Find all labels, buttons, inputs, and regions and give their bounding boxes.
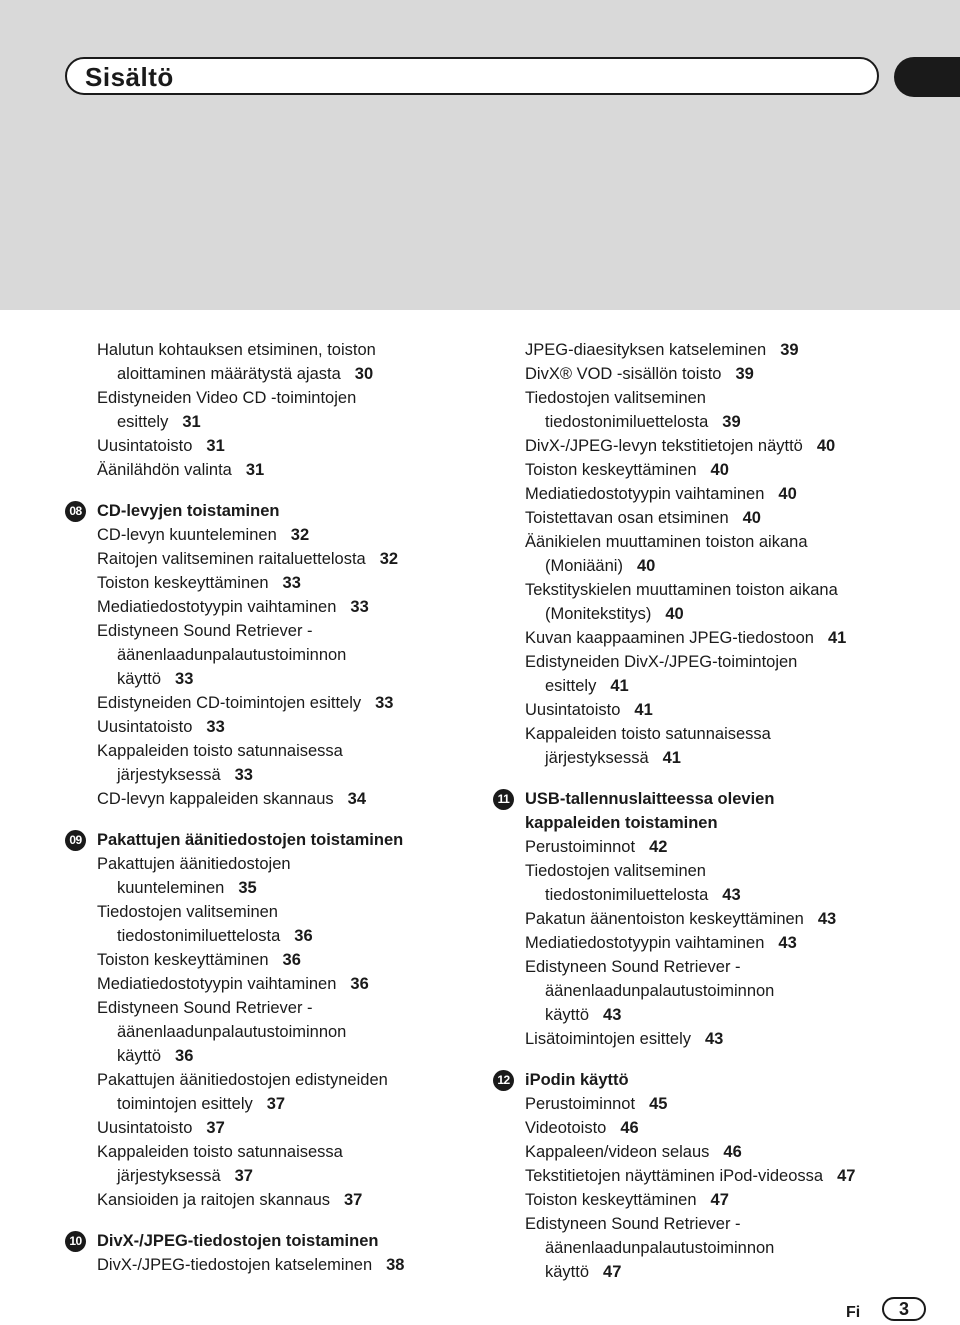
toc-entry-line [97, 434, 497, 458]
toc-entry-text: Videotoisto [525, 1119, 607, 1137]
toc-page-number: 31 [182, 413, 201, 431]
toc-entry-text: Äänilähdön valinta [97, 461, 232, 479]
toc-entry-text: Mediatiedostotyypin vaihtaminen [525, 485, 765, 503]
toc-page-number: 41 [662, 749, 681, 767]
toc-entry-text: järjestyksessä [117, 1167, 221, 1185]
toc-entry-text: järjestyksessä [545, 749, 649, 767]
toc-entry-text: DivX® VOD -sisällön toisto [525, 365, 722, 383]
toc-entry-line [97, 1044, 497, 1068]
toc-entry-text: äänenlaadunpalautustoiminnon [545, 1239, 775, 1257]
toc-section [69, 828, 497, 1212]
toc-page-number: 33 [234, 766, 253, 784]
toc-page-number: 43 [817, 910, 837, 928]
toc-entry-line [525, 1188, 945, 1212]
toc-page-number: 32 [290, 526, 310, 544]
toc-entry[interactable] [97, 1068, 497, 1116]
chapter-number-badge: 09 [65, 830, 86, 851]
toc-entry-text: Kappaleen/videon selaus [525, 1143, 710, 1161]
toc-entry-line [525, 1236, 945, 1260]
toc-entry[interactable] [97, 1253, 497, 1277]
toc-page-number: 37 [266, 1095, 286, 1113]
toc-entry-line [97, 643, 497, 667]
toc-entry-text: Mediatiedostotyypin vaihtaminen [97, 598, 337, 616]
toc-entry[interactable] [97, 386, 497, 434]
toc-entry[interactable] [525, 338, 945, 362]
toc-entry-line [97, 948, 497, 972]
toc-section [497, 787, 945, 1051]
toc-entry-line [97, 715, 497, 739]
toc-entry[interactable] [525, 698, 945, 722]
toc-entry-text: Uusintatoisto [97, 1119, 193, 1137]
toc-entry-line [97, 739, 497, 763]
toc-entry-line [97, 924, 497, 948]
toc-entry[interactable] [525, 626, 945, 650]
toc-entry-line [97, 1068, 497, 1092]
toc-entry-text: CD-levyn kappaleiden skannaus [97, 790, 334, 808]
toc-entry-text: Edistyneiden DivX-/JPEG-toimintojen [525, 653, 798, 671]
toc-entry[interactable] [97, 972, 497, 996]
toc-page-number: 36 [350, 975, 369, 993]
toc-entry[interactable] [97, 571, 497, 595]
toc-entry-text: tiedostonimiluettelosta [545, 886, 709, 904]
toc-entry[interactable] [97, 434, 497, 458]
chapter-title[interactable]: CD-levyjen toistaminen [97, 502, 280, 520]
toc-entry-text: tiedostonimiluettelosta [117, 927, 281, 945]
toc-page-number: 40 [710, 461, 729, 479]
toc-page-number: 46 [723, 1143, 742, 1161]
toc-entry-text: Toiston keskeyttäminen [97, 574, 269, 592]
toc-entry-line [525, 698, 945, 722]
toc-entry-text: Äänikielen muuttaminen toiston aikana [525, 533, 808, 551]
toc-entry-text: JPEG-diaesityksen katseleminen [525, 341, 767, 359]
chapter-title[interactable]: Pakattujen äänitiedostojen toistaminen [97, 831, 404, 849]
toc-entry-text: Edistyneen Sound Retriever - [525, 958, 741, 976]
toc-entry-text: Lisätoimintojen esittely [525, 1030, 691, 1048]
toc-entry[interactable] [525, 362, 945, 386]
toc-page-number: 45 [649, 1095, 668, 1113]
toc-entry-line [97, 900, 497, 924]
toc-entry-line [525, 835, 945, 859]
toc-entry-text: Edistyneiden CD-toimintojen esittely [97, 694, 362, 712]
toc-entry-line [525, 1260, 945, 1284]
toc-entry-line [525, 602, 945, 626]
toc-entry-text: tiedostonimiluettelosta [545, 413, 709, 431]
toc-page-number: 38 [386, 1256, 405, 1274]
toc-entry[interactable] [525, 434, 945, 458]
toc-page-number: 40 [742, 509, 761, 527]
page-number: 3 [882, 1297, 926, 1321]
toc-entry[interactable] [97, 691, 497, 715]
toc-entry[interactable] [97, 595, 497, 619]
toc-entry-line [97, 1140, 497, 1164]
toc-entry[interactable] [97, 948, 497, 972]
toc-entry-line [525, 883, 945, 907]
toc-entry-text: kuunteleminen [117, 879, 225, 897]
chapter-number-badge: 10 [65, 1231, 86, 1252]
toc-entry[interactable] [97, 996, 497, 1068]
toc-entry[interactable] [525, 907, 945, 931]
toc-section [525, 338, 945, 770]
toc-entry-text: äänenlaadunpalautustoiminnon [117, 1023, 347, 1041]
toc-entry-line [97, 458, 497, 482]
toc-entry-text: Halutun kohtauksen etsiminen, toiston [97, 341, 376, 359]
toc-entry-line [525, 1212, 945, 1236]
toc-entry[interactable] [525, 1092, 945, 1116]
toc-entry-text: äänenlaadunpalautustoiminnon [545, 982, 775, 1000]
toc-entry[interactable] [97, 1188, 497, 1212]
left-column [69, 338, 497, 1277]
toc-entry[interactable] [525, 931, 945, 955]
toc-page-number: 39 [780, 341, 799, 359]
toc-entry[interactable] [525, 1164, 945, 1188]
toc-entry[interactable] [525, 1116, 945, 1140]
toc-entry[interactable] [525, 650, 945, 698]
toc-entry-text: Pakattujen äänitiedostojen edistyneiden [97, 1071, 388, 1089]
toc-page-number: 43 [722, 886, 741, 904]
toc-entry-text: järjestyksessä [117, 766, 221, 784]
toc-entry-text: Edistyneen Sound Retriever - [525, 1215, 741, 1233]
toc-entry-text: (Moniääni) [545, 557, 623, 575]
toc-entry[interactable] [525, 859, 945, 907]
toc-page-number: 40 [816, 437, 836, 455]
toc-entry-line [97, 667, 497, 691]
toc-page-number: 40 [636, 557, 656, 575]
language-label: Fi [846, 1304, 861, 1321]
toc-entry-text: käyttö [117, 1047, 162, 1065]
toc-page-number: 31 [206, 437, 225, 455]
toc-page-number: 35 [238, 879, 257, 897]
toc-entry-line [525, 955, 945, 979]
toc-entry[interactable] [525, 386, 945, 434]
toc-entry-line [525, 530, 945, 554]
toc-entry[interactable] [97, 619, 497, 691]
toc-page-number: 40 [665, 605, 684, 623]
title-pill [65, 57, 879, 95]
toc-entry-text: Kappaleiden toisto satunnaisessa [525, 725, 771, 743]
toc-section [497, 1068, 945, 1284]
toc-entry[interactable] [97, 547, 497, 571]
toc-entry-text: Mediatiedostotyypin vaihtaminen [525, 934, 765, 952]
toc-page-number: 31 [245, 461, 265, 479]
toc-entry-text: Tekstityskielen muuttaminen toiston aikana [525, 581, 838, 599]
toc-entry-line [525, 482, 945, 506]
toc-entry-text: äänenlaadunpalautustoiminnon [117, 646, 347, 664]
toc-entry[interactable] [97, 458, 497, 482]
toc-entry-line [525, 1164, 945, 1188]
toc-entry-line [97, 1020, 497, 1044]
toc-entry-line [525, 722, 945, 746]
toc-page-number: 37 [344, 1191, 363, 1209]
toc-entry[interactable] [97, 787, 497, 811]
toc-page-number: 42 [649, 838, 668, 856]
toc-entry-text: esittely [545, 677, 597, 695]
toc-page-number: 33 [175, 670, 194, 688]
toc-entry-text: käyttö [545, 1263, 590, 1281]
toc-entry-text: Pakatun äänentoiston keskeyttäminen [525, 910, 804, 928]
toc-entry-line [97, 852, 497, 876]
toc-page-number: 33 [350, 598, 369, 616]
toc-entry-text: Tiedostojen valitseminen [525, 862, 706, 880]
toc-entry-text: Tekstitietojen näyttäminen iPod-videossa [525, 1167, 824, 1185]
toc-entry-line [525, 907, 945, 931]
toc-entry[interactable] [525, 722, 945, 770]
toc-page-number: 34 [347, 790, 366, 808]
toc-entry-line [97, 691, 497, 715]
toc-entry[interactable] [525, 458, 945, 482]
toc-entry-line [97, 386, 497, 410]
toc-section [97, 338, 497, 482]
toc-entry-text: Tiedostojen valitseminen [525, 389, 706, 407]
toc-entry-line [525, 410, 945, 434]
toc-page-number: 33 [282, 574, 301, 592]
chapter-number-badge: 08 [65, 501, 86, 522]
toc-page-number: 47 [837, 1167, 856, 1185]
toc-page-number: 40 [778, 485, 797, 503]
toc-entry[interactable] [525, 1027, 945, 1051]
toc-page-number: 47 [710, 1191, 729, 1209]
toc-entry-text: DivX-/JPEG-levyn tekstitietojen näyttö [525, 437, 803, 455]
toc-entry-text: toimintojen esittely [117, 1095, 253, 1113]
toc-page-number: 39 [722, 413, 741, 431]
toc-entry-line [97, 571, 497, 595]
section-tab-marker [894, 57, 960, 97]
toc-section [69, 1229, 497, 1277]
toc-entry-line [97, 763, 497, 787]
toc-entry-line [525, 1140, 945, 1164]
toc-page-number: 43 [778, 934, 797, 952]
toc-entry[interactable] [525, 506, 945, 530]
toc-entry-line [525, 650, 945, 674]
toc-entry-line [97, 1164, 497, 1188]
toc-entry[interactable] [525, 530, 945, 578]
toc-entry-line [97, 362, 497, 386]
toc-entry-text: Raitojen valitseminen raitaluettelosta [97, 550, 366, 568]
toc-entry-text: aloittaminen määrätystä ajasta [117, 365, 341, 383]
toc-page-number: 36 [294, 927, 313, 945]
toc-entry-text: Edistyneen Sound Retriever - [97, 622, 313, 640]
toc-entry-text: Perustoiminnot [525, 838, 636, 856]
toc-page-number: 33 [375, 694, 394, 712]
toc-entry-text: Toiston keskeyttäminen [525, 1191, 697, 1209]
chapter-title[interactable]: DivX-/JPEG-tiedostojen toistaminen [97, 1232, 379, 1250]
toc-entry-line [97, 1253, 497, 1277]
chapter-title-continued[interactable]: kappaleiden toistaminen [525, 814, 718, 832]
toc-entry-text: Kappaleiden toisto satunnaisessa [97, 742, 343, 760]
page-title: Sisältö [85, 62, 174, 92]
toc-entry-text: Kansioiden ja raitojen skannaus [97, 1191, 330, 1209]
toc-entry[interactable] [97, 1140, 497, 1188]
toc-entry-text: Perustoiminnot [525, 1095, 636, 1113]
toc-entry-line [525, 1116, 945, 1140]
toc-entry-line [525, 674, 945, 698]
toc-entry-line [97, 1092, 497, 1116]
toc-page-number: 41 [610, 677, 629, 695]
toc-entry-text: Tiedostojen valitseminen [97, 903, 278, 921]
toc-entry-text: Edistyneen Sound Retriever - [97, 999, 313, 1017]
toc-entry-line [97, 338, 497, 362]
toc-entry[interactable] [97, 900, 497, 948]
toc-page-number: 37 [234, 1167, 253, 1185]
toc-entry-text: Toiston keskeyttäminen [97, 951, 269, 969]
toc-entry-line [525, 386, 945, 410]
toc-entry-line [97, 595, 497, 619]
toc-entry-line [525, 979, 945, 1003]
toc-entry-text: Kappaleiden toisto satunnaisessa [97, 1143, 343, 1161]
chapter-number-badge: 11 [493, 789, 514, 810]
toc-entry-line [97, 410, 497, 434]
toc-entry-line [525, 338, 945, 362]
toc-entry-line [97, 1188, 497, 1212]
toc-entry-line [525, 746, 945, 770]
toc-page-number: 37 [206, 1119, 225, 1137]
toc-entry-line [97, 996, 497, 1020]
toc-entry-line [97, 619, 497, 643]
toc-entry-text: Uusintatoisto [97, 718, 193, 736]
toc-entry-line [525, 626, 945, 650]
toc-entry-line [97, 523, 497, 547]
toc-page-number: 33 [206, 718, 225, 736]
toc-page-number: 36 [282, 951, 301, 969]
toc-entry-text: Uusintatoisto [525, 701, 621, 719]
toc-entry[interactable] [97, 523, 497, 547]
toc-entry-line [525, 1027, 945, 1051]
toc-entry-line [525, 1003, 945, 1027]
toc-entry-text: DivX-/JPEG-tiedostojen katseleminen [97, 1256, 373, 1274]
toc-entry-text: esittely [117, 413, 169, 431]
toc-entry-text: Toiston keskeyttäminen [525, 461, 697, 479]
toc-page-number: 30 [354, 365, 374, 383]
chapter-number-badge: 12 [493, 1070, 514, 1091]
toc-entry-line [97, 1116, 497, 1140]
toc-entry[interactable] [97, 1116, 497, 1140]
toc-entry-line [525, 362, 945, 386]
toc-entry[interactable] [97, 739, 497, 787]
toc-entry-text: käyttö [545, 1006, 590, 1024]
toc-page-number: 43 [603, 1006, 622, 1024]
toc-page-number: 47 [603, 1263, 622, 1281]
toc-page-number: 32 [379, 550, 399, 568]
toc-entry-line [525, 578, 945, 602]
toc-entry-text: (Monitekstitys) [545, 605, 652, 623]
toc-entry[interactable] [525, 482, 945, 506]
toc-entry[interactable] [97, 715, 497, 739]
toc-entry-line [525, 554, 945, 578]
toc-entry-line [97, 972, 497, 996]
toc-page-number: 36 [175, 1047, 194, 1065]
toc-entry[interactable] [525, 1188, 945, 1212]
toc-entry-line [525, 1092, 945, 1116]
toc-entry[interactable] [525, 955, 945, 1027]
toc-page-number: 39 [735, 365, 754, 383]
chapter-title[interactable]: USB-tallennuslaitteessa olevien [525, 790, 775, 808]
toc-entry[interactable] [97, 338, 497, 386]
toc-entry-line [525, 458, 945, 482]
toc-entry-text: Toistettavan osan etsiminen [525, 509, 729, 527]
toc-entry-text: Pakattujen äänitiedostojen [97, 855, 291, 873]
toc-page-number: 41 [634, 701, 653, 719]
toc-entry[interactable] [525, 578, 945, 626]
toc-entry-line [525, 931, 945, 955]
toc-section [69, 499, 497, 811]
toc-entry-line [97, 876, 497, 900]
toc-entry-text: Edistyneiden Video CD -toimintojen [97, 389, 357, 407]
toc-entry[interactable] [525, 835, 945, 859]
toc-entry-text: Kuvan kaappaaminen JPEG-tiedostoon [525, 629, 814, 647]
toc-entry-text: Mediatiedostotyypin vaihtaminen [97, 975, 337, 993]
toc-entry-line [525, 434, 945, 458]
toc-entry[interactable] [97, 852, 497, 900]
header-band [0, 0, 960, 310]
toc-entry-line [525, 506, 945, 530]
right-column [497, 338, 945, 1284]
toc-entry-line [525, 859, 945, 883]
toc-entry-text: käyttö [117, 670, 162, 688]
toc-entry[interactable] [525, 1140, 945, 1164]
toc-page-number: 41 [827, 629, 847, 647]
toc-page-number: 43 [705, 1030, 724, 1048]
toc-entry-line [97, 547, 497, 571]
toc-entry-text: Uusintatoisto [97, 437, 193, 455]
toc-page-number: 46 [620, 1119, 639, 1137]
toc-entry-text: CD-levyn kuunteleminen [97, 526, 277, 544]
toc-entry-line [97, 787, 497, 811]
chapter-title[interactable]: iPodin käyttö [525, 1071, 629, 1089]
toc-entry[interactable] [525, 1212, 945, 1284]
